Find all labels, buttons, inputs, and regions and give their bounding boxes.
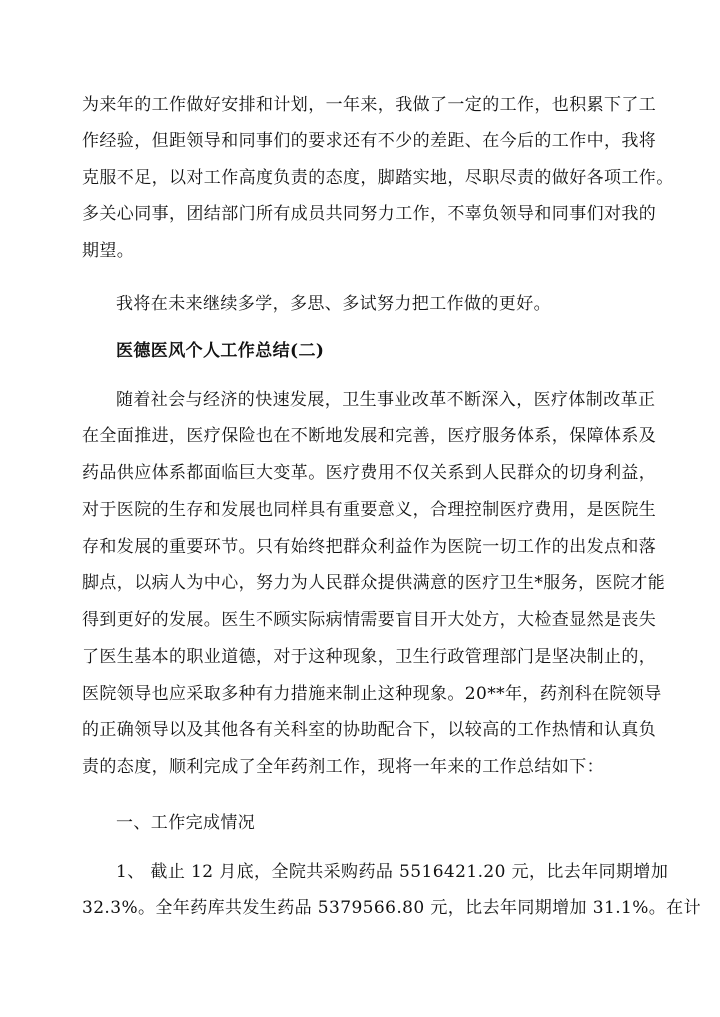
paragraph-3-line-9: 医院领导也应采取多种有力措施来制止这种现象。20**年，药剂科在院领导 [82, 684, 662, 704]
paragraph-3-line-7: 得到更好的发展。医生不顾实际病情需要盲目开大处方，大检查显然是丧失 [82, 610, 657, 630]
paragraph-3-line-8: 了医生基本的职业道德，对于这种现象，卫生行政管理部门是坚决制止的， [82, 647, 657, 667]
paragraph-3-line-2: 在全面推进，医疗保险也在不断地发展和完善，医疗服务体系，保障体系及 [82, 426, 657, 446]
paragraph-3-line-11: 责的态度，顺利完成了全年药剂工作，现将一年来的工作总结如下： [82, 757, 604, 777]
subheading-work-completion: 一、工作完成情况 [116, 813, 256, 833]
paragraph-3-line-5: 存和发展的重要环节。只有始终把群众利益作为医院一切工作的出发点和落 [82, 537, 657, 557]
paragraph-1-line-5: 期望。 [82, 241, 135, 261]
paragraph-2: 我将在未来继续多学，多思、多试努力把工作做的更好。 [116, 294, 551, 314]
paragraph-1-line-2: 作经验，但距领导和同事们的要求还有不少的差距、在今后的工作中，我将 [82, 131, 657, 151]
paragraph-4-line-1: 1、 截止 12 月底，全院共采购药品 5516421.20 元，比去年同期增加 [116, 862, 669, 882]
paragraph-1-line-4: 多关心同事，团结部门所有成员共同努力工作，不辜负领导和同事们对我的 [82, 204, 657, 224]
paragraph-3-line-4: 对于医院的生存和发展也同样具有重要意义，合理控制医疗费用，是医院生 [82, 500, 657, 520]
paragraph-1-line-1: 为来年的工作做好安排和计划，一年来，我做了一定的工作，也积累下了工 [82, 95, 657, 115]
paragraph-3-line-10: 的正确领导以及其他各有关科室的协助配合下，以较高的工作热情和认真负 [82, 720, 657, 740]
paragraph-1-line-3: 克服不足，以对工作高度负责的态度，脚踏实地，尽职尽责的做好各项工作。 [82, 168, 674, 188]
paragraph-4-line-2: 32.3%。全年药库共发生药品 5379566.80 元，比去年同期增加 31.1%。在计 [82, 898, 701, 918]
paragraph-3-line-6: 脚点，以病人为中心，努力为人民群众提供满意的医疗卫生*服务，医院才能 [82, 573, 666, 593]
paragraph-3-line-1: 随着社会与经济的快速发展，卫生事业改革不断深入，医疗体制改革正 [116, 390, 656, 410]
paragraph-3-line-3: 药品供应体系都面临巨大变革。医疗费用不仅关系到人民群众的切身利益， [82, 463, 657, 483]
section-heading: 医德医风个人工作总结(二) [116, 341, 325, 361]
